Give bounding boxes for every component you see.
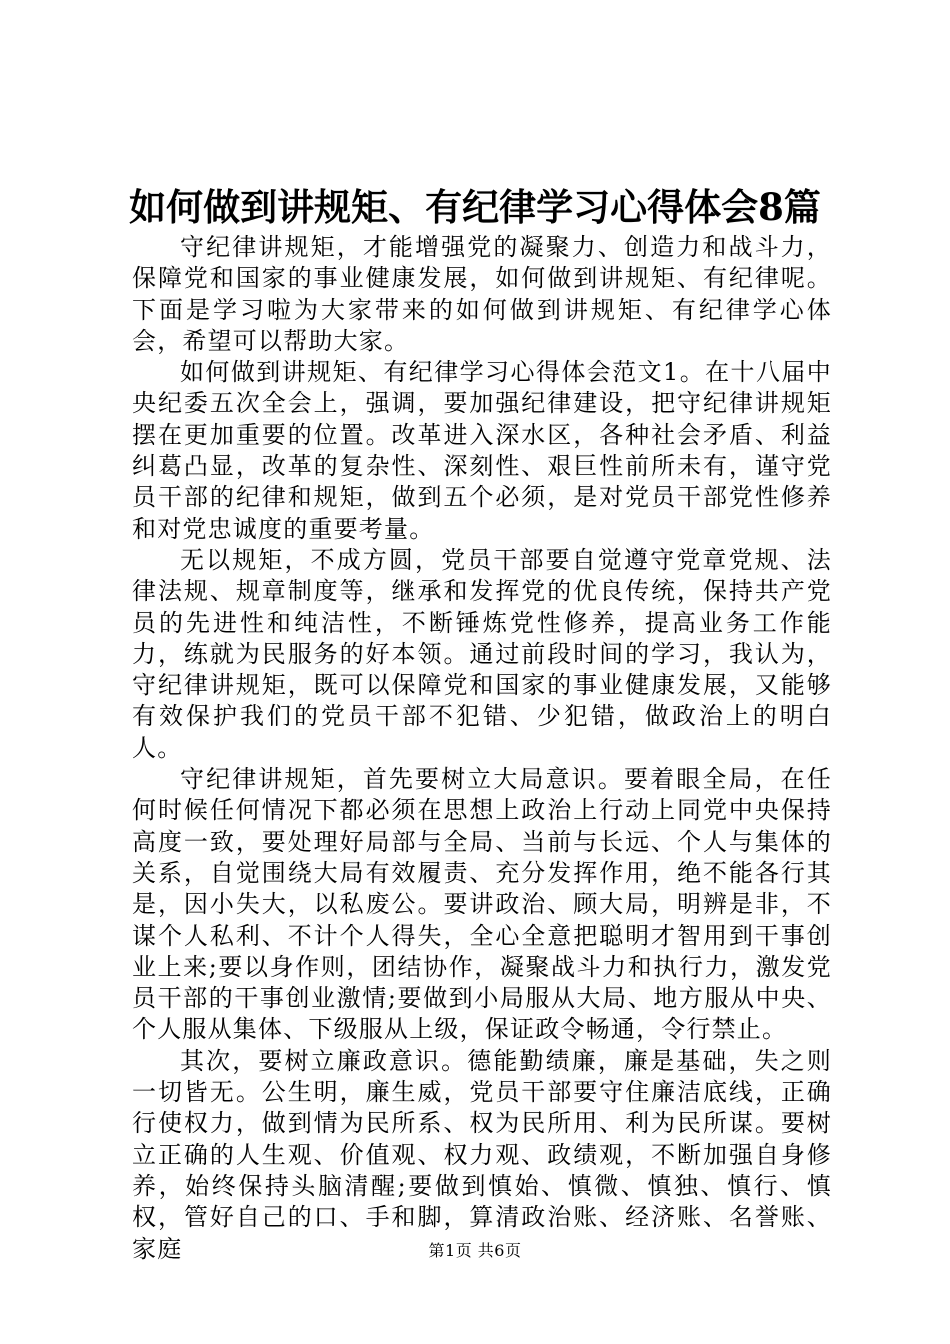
paragraph-rules: 无以规矩，不成方圆，党员干部要自觉遵守党章党规、法律法规、规章制度等，继承和发挥党的优良传统，保持共产党员的先进性和纯洁性，不断锤炼党性修养，提高业务工作能力，练就为民服务的好本领。通过前段时间的学习，我认为，守纪律讲规矩，既可以保障党和国家的事业健康发展，又能够有效保护我们的党员干部不犯错、少犯错，做政治上的明白人。 (132, 545, 832, 762)
document-title: 如何做到讲规矩、有纪律学习心得体会8篇 (129, 185, 821, 229)
paragraph-sample-1: 如何做到讲规矩、有纪律学习心得体会范文1。在十八届中央纪委五次全会上，强调，要加强纪律建设，把守纪律讲规矩摆在更加重要的位置。改革进入深水区，各种社会矛盾、利益纠葛凸显，改革的复杂性、深刻性、艰巨性前所未有，谨守党员干部的纪律和规矩，做到五个必须，是对党员干部党性修养和对党忠诚度的重要考量。 (132, 358, 832, 543)
paragraph-overall-awareness: 守纪律讲规矩，首先要树立大局意识。要着眼全局，在任何时候任何情况下都必须在思想上政治上行动上同党中央保持高度一致，要处理好局部与全局、当前与长远、个人与集体的关系，自觉围绕大局有效履责、充分发挥作用，绝不能各行其是，因小失大，以私废公。要讲政治、顾大局，明辨是非，不谋个人私利、不计个人得失，全心全意把聪明才智用到干事创业上来;要以身作则，团结协作，凝聚战斗力和执行力，激发党员干部的干事创业激情;要做到小局服从大局、地方服从中央、个人服从集体、下级服从上级，保证政令畅通，令行禁止。 (132, 765, 832, 1044)
page-footer: 第1页 共6页 (428, 1241, 522, 1260)
paragraph-intro: 守纪律讲规矩，才能增强党的凝聚力、创造力和战斗力，保障党和国家的事业健康发展，如何做到讲规矩、有纪律呢。下面是学习啦为大家带来的如何做到讲规矩、有纪律学心体会，希望可以帮助大家。 (132, 233, 832, 355)
document-body (132, 232, 832, 1265)
paragraph-integrity-awareness: 其次，要树立廉政意识。德能勤绩廉，廉是基础，失之则一切皆无。公生明，廉生威，党员干部要守住廉洁底线，正确行使权力，做到情为民所系、权为民所用、利为民所谋。要树立正确的人生观、价值观、权力观、政绩观，不断加强自身修养，始终保持头脑清醒;要做到慎始、慎微、慎独、慎行、慎权，管好自己的口、手和脚，算清政治账、经济账、名誉账、家庭 (132, 1046, 832, 1263)
